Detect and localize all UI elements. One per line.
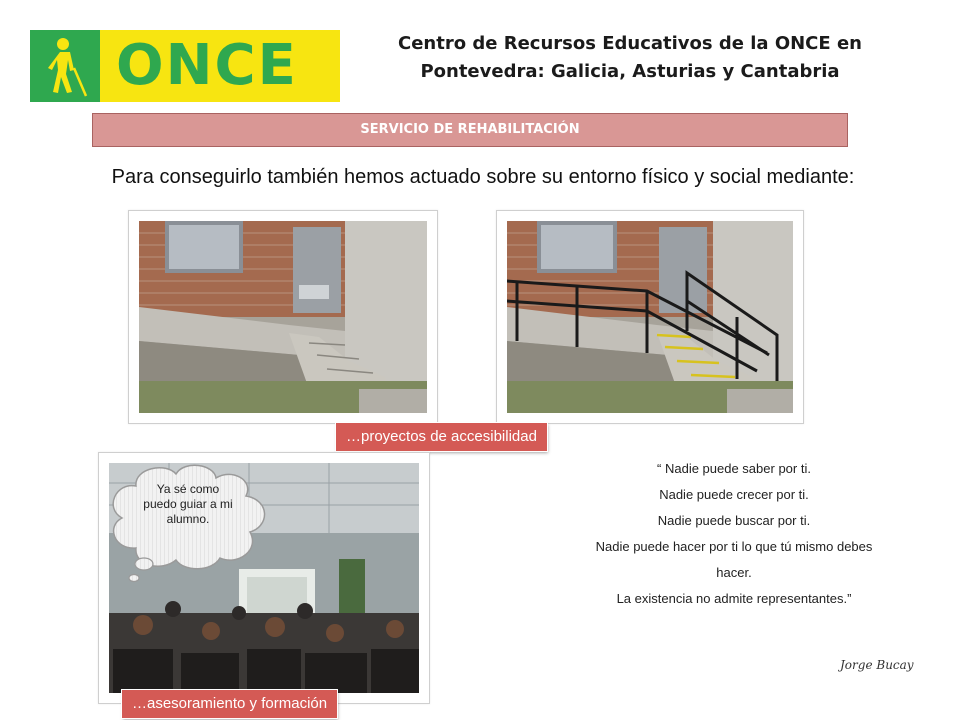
lead-text: Para conseguirlo también hemos actuado sobre su entorno físico y social mediante:	[111, 166, 855, 188]
quote-line: hacer.	[716, 565, 752, 580]
title-line-2: Pontevedra: Galicia, Asturias y Cantabria	[420, 61, 840, 82]
ramp-after-photo	[496, 210, 804, 424]
quote-line: “ Nadie puede saber por ti.	[657, 461, 811, 476]
ramp-before-photo	[128, 210, 438, 424]
once-logo	[30, 30, 340, 102]
logo-wordmark: ONCE	[116, 33, 298, 98]
quote-author: Jorge Bucay	[840, 658, 914, 672]
quote-line: Nadie puede buscar por ti.	[657, 513, 811, 528]
walking-person-icon	[30, 30, 100, 102]
training-tag: …asesoramiento y formación	[122, 690, 337, 718]
accessibility-tag: …proyectos de accesibilidad	[336, 423, 547, 451]
speech-bubble-text: Ya sé como puedo guiar a mi alumno.	[143, 482, 233, 526]
page-title	[360, 30, 900, 86]
section-banner: SERVICIO DE REHABILITACIÓN	[92, 113, 848, 147]
quote-line: Nadie puede hacer por ti lo que tú mismo debes	[595, 539, 873, 554]
quote-line: Nadie puede crecer por ti.	[659, 487, 809, 502]
title-line-1: Centro de Recursos Educativos de la ONCE en	[398, 33, 862, 54]
quote-line: La existencia no admite representantes.”	[616, 591, 852, 606]
quote-block	[548, 456, 920, 612]
